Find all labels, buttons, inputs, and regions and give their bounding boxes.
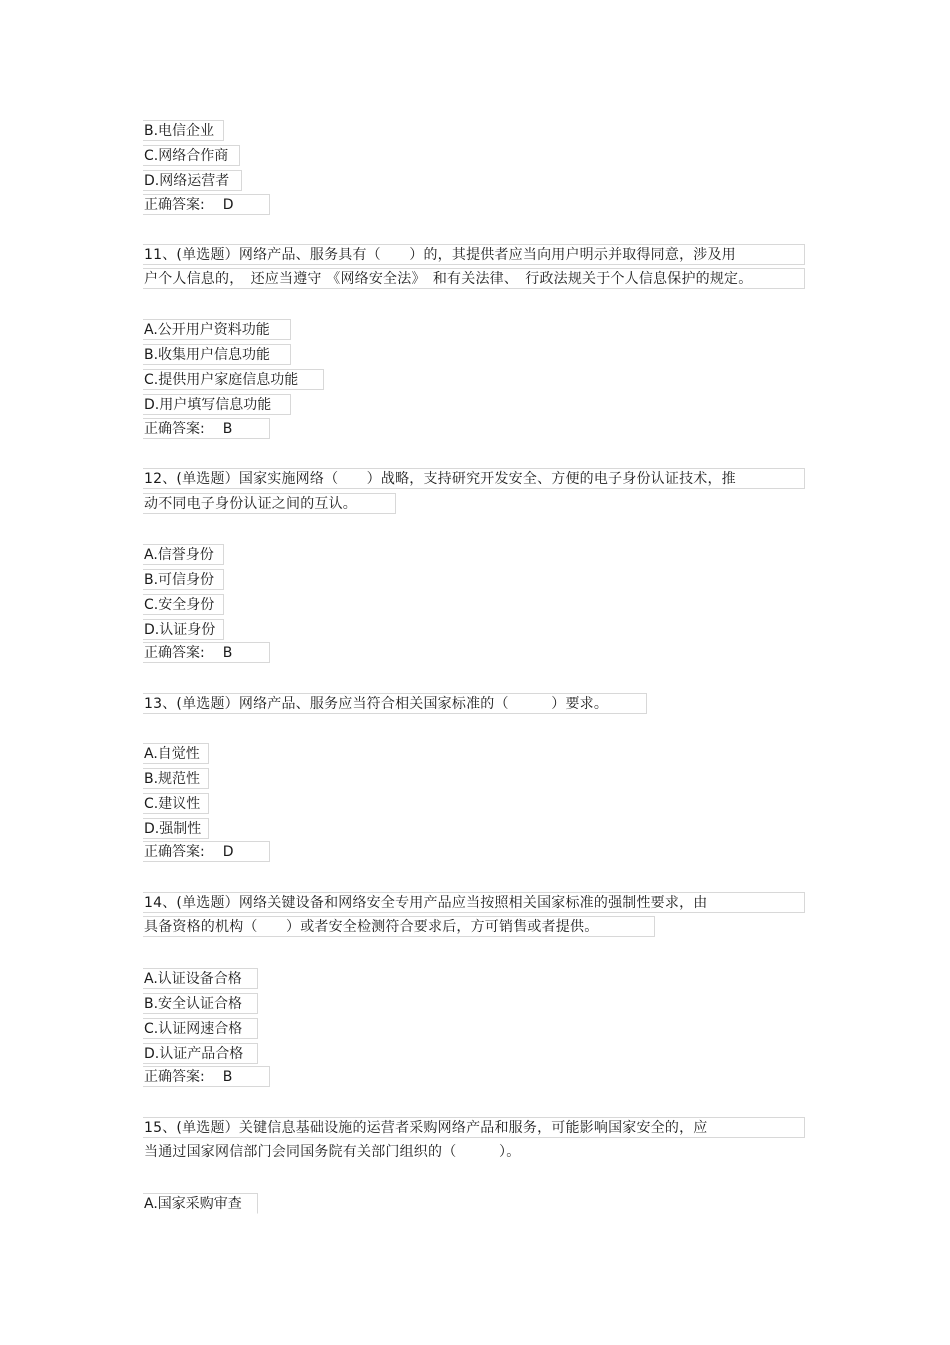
answer-value: D — [222, 197, 234, 213]
answer-label: 正确答案: — [144, 421, 205, 437]
answer-label: 正确答案: — [144, 844, 205, 860]
option-11-b: B.收集用户信息功能 — [143, 344, 291, 365]
option-14-a: A.认证设备合格 — [143, 968, 258, 989]
option-13-b: B.规范性 — [143, 768, 209, 789]
answer-14 — [143, 1066, 270, 1087]
answer-13 — [143, 841, 270, 862]
question-15-line-1: 15、(单选题）关键信息基础设施的运营者采购网络产品和服务，可能影响国家安全的，应 — [143, 1117, 805, 1138]
answer-prev — [143, 194, 270, 215]
answer-value: B — [222, 1069, 233, 1085]
question-12-line-2: 动不同电子身份认证之间的互认。 — [143, 493, 396, 514]
answer-value: D — [222, 844, 234, 860]
option-13-a: A.自觉性 — [143, 743, 209, 764]
answer-value: B — [222, 645, 233, 661]
question-13-line-1: 13、(单选题）网络产品、服务应当符合相关国家标准的（ ）要求。 — [143, 693, 647, 714]
option-12-d: D.认证身份 — [143, 619, 224, 640]
question-12-line-1: 12、(单选题）国家实施网络（ ）战略，支持研究开发安全、方便的电子身份认证技术，推 — [143, 468, 805, 489]
option-12-a: A.信誉身份 — [143, 544, 224, 565]
option-11-c: C.提供用户家庭信息功能 — [143, 369, 324, 390]
answer-value: B — [222, 421, 233, 437]
answer-11 — [143, 418, 270, 439]
option-prev-c: C.网络合作商 — [143, 145, 240, 166]
option-14-c: C.认证网速合格 — [143, 1018, 258, 1039]
option-13-c: C.建议性 — [143, 793, 209, 814]
option-15-a: A.国家采购审查 — [143, 1193, 258, 1214]
answer-label: 正确答案: — [144, 197, 205, 213]
question-14-line-2: 具备资格的机构（ ）或者安全检测符合要求后，方可销售或者提供。 — [143, 916, 655, 937]
option-13-d: D.强制性 — [143, 818, 209, 839]
question-11-line-1: 11、(单选题）网络产品、服务具有（ ）的，其提供者应当向用户明示并取得同意，涉及用 — [143, 244, 805, 265]
option-14-b: B.安全认证合格 — [143, 993, 258, 1014]
option-11-a: A.公开用户资料功能 — [143, 319, 291, 340]
option-12-c: C.安全身份 — [143, 594, 224, 615]
question-15-line-2: 当通过国家网信部门会同国务院有关部门组织的（ ）。 — [144, 1144, 521, 1160]
option-prev-d: D.网络运营者 — [143, 170, 242, 191]
option-prev-b: B.电信企业 — [143, 120, 224, 141]
question-11-line-2: 户个人信息的， 还应当遵守 《网络安全法》 和有关法律、 行政法规关于个人信息保护的规定。 — [143, 268, 805, 289]
answer-label: 正确答案: — [144, 645, 205, 661]
option-12-b: B.可信身份 — [143, 569, 224, 590]
question-14-line-1: 14、(单选题）网络关键设备和网络安全专用产品应当按照相关国家标准的强制性要求，由 — [143, 892, 805, 913]
option-14-d: D.认证产品合格 — [143, 1043, 258, 1064]
answer-12 — [143, 642, 270, 663]
option-11-d: D.用户填写信息功能 — [143, 394, 291, 415]
answer-label: 正确答案: — [144, 1069, 205, 1085]
